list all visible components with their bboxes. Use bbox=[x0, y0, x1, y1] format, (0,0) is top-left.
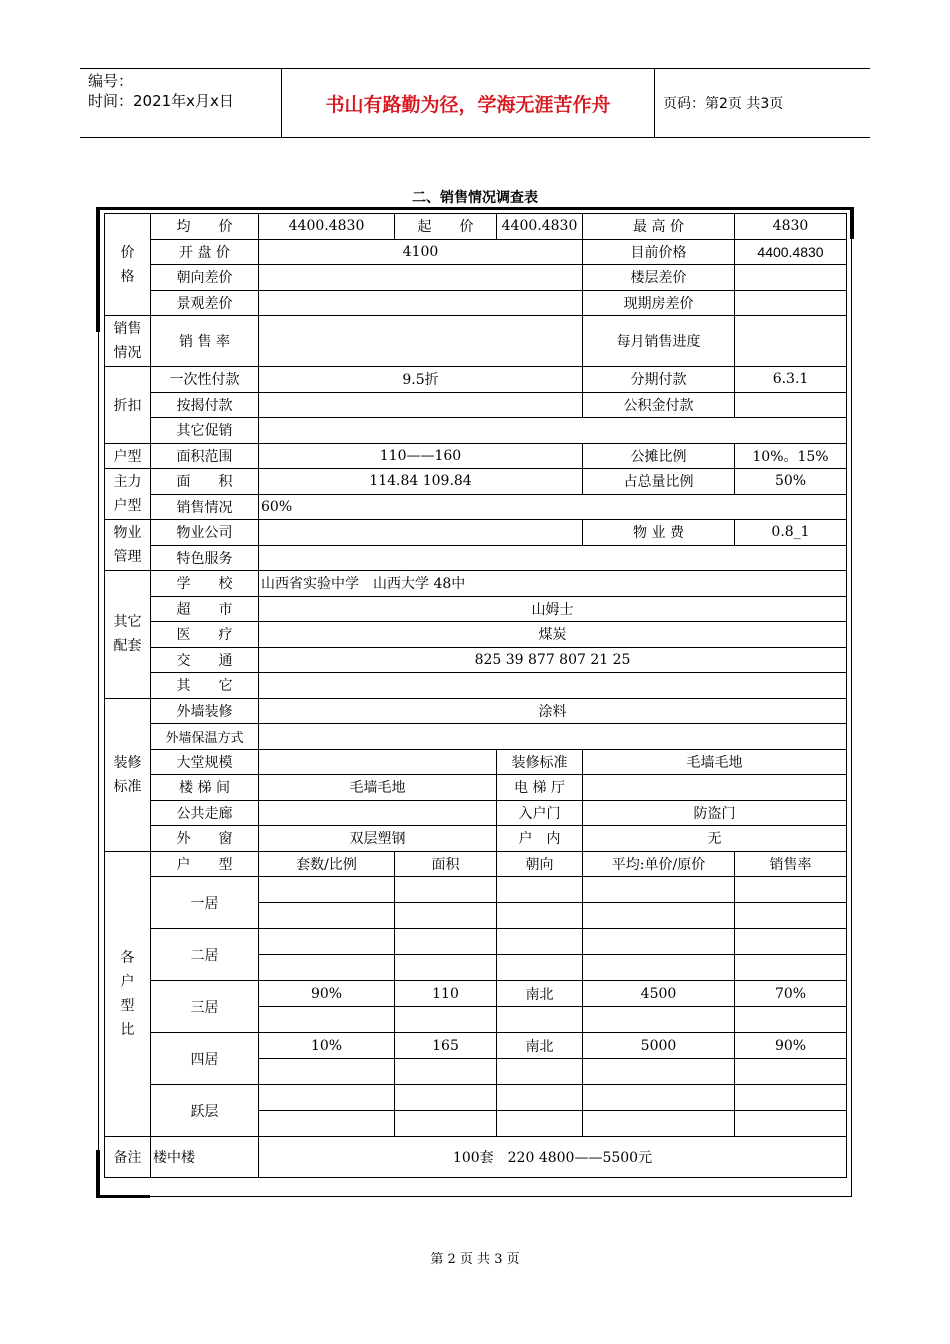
window-label: 外 窗 bbox=[151, 826, 259, 852]
start-price-label: 起 价 bbox=[395, 214, 497, 240]
group-property-label: 物业 管理 bbox=[113, 525, 142, 565]
current-price: 4400.4830 bbox=[735, 239, 847, 265]
fund-label: 公积金付款 bbox=[583, 392, 735, 418]
table-row bbox=[105, 698, 847, 724]
table-row bbox=[105, 469, 847, 495]
types-header-type: 户 型 bbox=[151, 851, 259, 877]
open-price-label: 开 盘 价 bbox=[151, 239, 259, 265]
other-promo-label: 其它促销 bbox=[151, 418, 259, 444]
area-value: 114.84 109.84 bbox=[259, 469, 583, 495]
page-info: 页码：第2页 共3页 bbox=[663, 96, 784, 112]
type-rate: 90% bbox=[735, 1033, 847, 1059]
table-row bbox=[105, 749, 847, 775]
max-price-label: 最 高 价 bbox=[583, 214, 735, 240]
service-value bbox=[259, 545, 847, 571]
ratio-value: 50% bbox=[735, 469, 847, 495]
type-orient bbox=[497, 1085, 583, 1111]
table-row bbox=[105, 239, 847, 265]
insulation-value bbox=[259, 724, 847, 750]
table-row bbox=[105, 724, 847, 750]
table-row bbox=[105, 851, 847, 877]
other-promo bbox=[259, 418, 847, 444]
max-price: 4830 bbox=[735, 214, 847, 240]
install-label: 分期付款 bbox=[583, 367, 735, 393]
door-label: 入户门 bbox=[497, 800, 583, 826]
type-area bbox=[395, 877, 497, 903]
table-row bbox=[105, 877, 847, 903]
fund-value bbox=[735, 392, 847, 418]
page-footer: 第 2 页 共 3 页 bbox=[430, 1252, 520, 1267]
unit-sales-label: 销售情况 bbox=[151, 494, 259, 520]
header-meta bbox=[88, 71, 288, 111]
types-header-area: 面积 bbox=[395, 851, 497, 877]
company-label: 物业公司 bbox=[151, 520, 259, 546]
std-value: 毛墙毛地 bbox=[583, 749, 847, 775]
school-value: 山西省实验中学 山西大学 48中 bbox=[259, 571, 847, 597]
type-price: 5000 bbox=[583, 1033, 735, 1059]
table-row bbox=[105, 392, 847, 418]
facility-other-value bbox=[259, 673, 847, 699]
type-ratio bbox=[259, 929, 395, 955]
table-row bbox=[105, 647, 847, 673]
group-decoration bbox=[105, 698, 151, 851]
remark-value: 100套 220 4800——5500元 bbox=[259, 1137, 847, 1178]
traffic-label: 交 通 bbox=[151, 647, 259, 673]
table-row bbox=[105, 316, 847, 367]
group-main-unit-label: 主力 户型 bbox=[113, 474, 142, 514]
elevator-value bbox=[583, 775, 847, 801]
table-row bbox=[105, 673, 847, 699]
table-row bbox=[105, 1033, 847, 1059]
types-header-price: 平均:单价/原价 bbox=[583, 851, 735, 877]
type-orient bbox=[497, 877, 583, 903]
type-ratio bbox=[259, 1085, 395, 1111]
lobby-value bbox=[259, 749, 497, 775]
table-row bbox=[105, 826, 847, 852]
indoor-label: 户 内 bbox=[497, 826, 583, 852]
table-row bbox=[105, 596, 847, 622]
view-diff-label: 景观差价 bbox=[151, 290, 259, 316]
table-row bbox=[105, 443, 847, 469]
type-cell bbox=[497, 1007, 583, 1033]
frame-bar-top bbox=[96, 207, 854, 210]
group-property bbox=[105, 520, 151, 571]
type-name: 二居 bbox=[151, 929, 259, 981]
table-row bbox=[105, 265, 847, 291]
types-header-ratio: 套数/比例 bbox=[259, 851, 395, 877]
lump-label: 一次性付款 bbox=[151, 367, 259, 393]
table-row bbox=[105, 800, 847, 826]
motto: 书山有路勤为径，学海无涯苦作舟 bbox=[281, 69, 655, 137]
company-value bbox=[259, 520, 583, 546]
ready-diff bbox=[735, 290, 847, 316]
fee-label: 物 业 费 bbox=[583, 520, 735, 546]
type-name: 三居 bbox=[151, 981, 259, 1033]
group-sales bbox=[105, 316, 151, 367]
floor-diff bbox=[735, 265, 847, 291]
install-value: 6.3.1 bbox=[735, 367, 847, 393]
unit-sales-value: 60% bbox=[259, 494, 847, 520]
range-label: 面积范围 bbox=[151, 443, 259, 469]
floor-diff-label: 楼层差价 bbox=[583, 265, 735, 291]
ratio-label: 占总量比例 bbox=[583, 469, 735, 495]
time-label: 时间：2021年x月x日 bbox=[88, 92, 234, 110]
market-value: 山姆士 bbox=[259, 596, 847, 622]
type-cell bbox=[259, 1059, 395, 1085]
type-cell bbox=[497, 903, 583, 929]
group-price bbox=[105, 214, 151, 316]
wall-value: 涂料 bbox=[259, 698, 847, 724]
type-orient: 南北 bbox=[497, 1033, 583, 1059]
group-price-label: 价 格 bbox=[120, 244, 135, 285]
type-rate: 70% bbox=[735, 981, 847, 1007]
type-cell bbox=[735, 1059, 847, 1085]
type-price bbox=[583, 929, 735, 955]
type-orient: 南北 bbox=[497, 981, 583, 1007]
start-price: 4400.4830 bbox=[497, 214, 583, 240]
group-facilities-label: 其它 配套 bbox=[113, 614, 142, 655]
type-cell bbox=[583, 955, 735, 981]
code-label: 编号： bbox=[88, 72, 134, 90]
type-area bbox=[395, 1085, 497, 1111]
medical-value: 煤炭 bbox=[259, 622, 847, 648]
type-ratio: 90% bbox=[259, 981, 395, 1007]
stair-label: 楼 梯 间 bbox=[151, 775, 259, 801]
std-label: 装修标准 bbox=[497, 749, 583, 775]
type-price bbox=[583, 877, 735, 903]
door-value: 防盗门 bbox=[583, 800, 847, 826]
corridor-label: 公共走廊 bbox=[151, 800, 259, 826]
elevator-label: 电 梯 厅 bbox=[497, 775, 583, 801]
table-row bbox=[105, 214, 847, 240]
current-price-label: 目前价格 bbox=[583, 239, 735, 265]
table-row bbox=[105, 494, 847, 520]
type-cell bbox=[583, 1007, 735, 1033]
type-cell bbox=[395, 903, 497, 929]
type-cell bbox=[735, 1007, 847, 1033]
table-title: 二、销售情况调查表 bbox=[412, 190, 538, 206]
monthly-label: 每月销售进度 bbox=[583, 316, 735, 367]
type-cell bbox=[259, 955, 395, 981]
lobby-label: 大堂规模 bbox=[151, 749, 259, 775]
medical-label: 医 疗 bbox=[151, 622, 259, 648]
type-cell bbox=[497, 1111, 583, 1137]
mortgage-label: 按揭付款 bbox=[151, 392, 259, 418]
type-cell bbox=[259, 1007, 395, 1033]
lump-value: 9.5折 bbox=[259, 367, 583, 393]
type-cell bbox=[735, 955, 847, 981]
type-name: 跃层 bbox=[151, 1085, 259, 1137]
market-label: 超 市 bbox=[151, 596, 259, 622]
table-row bbox=[105, 929, 847, 955]
fee-value: 0.8_1 bbox=[735, 520, 847, 546]
type-rate bbox=[735, 877, 847, 903]
insulation-label: 外墙保温方式 bbox=[151, 724, 259, 750]
group-main-unit bbox=[105, 469, 151, 520]
table-row bbox=[105, 981, 847, 1007]
types-header-orient: 朝向 bbox=[497, 851, 583, 877]
sales-rate-label: 销 售 率 bbox=[151, 316, 259, 367]
service-label: 特色服务 bbox=[151, 545, 259, 571]
type-cell bbox=[735, 1111, 847, 1137]
frame-bar-left-bottom bbox=[96, 1150, 100, 1196]
type-price: 4500 bbox=[583, 981, 735, 1007]
orient-diff bbox=[259, 265, 583, 291]
corridor-value bbox=[259, 800, 497, 826]
type-cell bbox=[395, 1007, 497, 1033]
indoor-value: 无 bbox=[583, 826, 847, 852]
type-name: 一居 bbox=[151, 877, 259, 929]
table-row bbox=[105, 1137, 847, 1178]
facility-other-label: 其 它 bbox=[151, 673, 259, 699]
table-row bbox=[105, 545, 847, 571]
type-cell bbox=[583, 1059, 735, 1085]
share-value: 10%。15% bbox=[735, 443, 847, 469]
type-ratio bbox=[259, 877, 395, 903]
type-cell bbox=[583, 1111, 735, 1137]
table-row bbox=[105, 571, 847, 597]
table-row bbox=[105, 367, 847, 393]
table-row bbox=[105, 1085, 847, 1111]
group-facilities bbox=[105, 571, 151, 699]
school-label: 学 校 bbox=[151, 571, 259, 597]
type-orient bbox=[497, 929, 583, 955]
group-discount: 折扣 bbox=[105, 367, 151, 444]
area-label: 面 积 bbox=[151, 469, 259, 495]
type-area: 165 bbox=[395, 1033, 497, 1059]
type-rate bbox=[735, 1085, 847, 1111]
mortgage-value bbox=[259, 392, 583, 418]
monthly-progress bbox=[735, 316, 847, 367]
type-area: 110 bbox=[395, 981, 497, 1007]
page-header bbox=[80, 68, 870, 138]
share-label: 公摊比例 bbox=[583, 443, 735, 469]
group-decoration-label: 装修 标准 bbox=[113, 754, 142, 795]
type-rate bbox=[735, 929, 847, 955]
frame-bar-bottom bbox=[96, 1195, 150, 1198]
sales-survey-table bbox=[104, 213, 847, 1178]
window-value: 双层塑钢 bbox=[259, 826, 497, 852]
group-types bbox=[105, 851, 151, 1137]
type-cell bbox=[259, 903, 395, 929]
table-row bbox=[105, 418, 847, 444]
type-price bbox=[583, 1085, 735, 1111]
stair-value: 毛墙毛地 bbox=[259, 775, 497, 801]
traffic-value: 825 39 877 807 21 25 bbox=[259, 647, 847, 673]
table-row bbox=[105, 520, 847, 546]
type-cell bbox=[583, 903, 735, 929]
type-cell bbox=[395, 1059, 497, 1085]
type-cell bbox=[497, 1059, 583, 1085]
type-cell bbox=[735, 903, 847, 929]
orient-diff-label: 朝向差价 bbox=[151, 265, 259, 291]
avg-price-label: 均 价 bbox=[151, 214, 259, 240]
group-sales-label: 销售 情况 bbox=[113, 321, 142, 361]
remark-label: 备注 bbox=[105, 1137, 151, 1178]
remark-sub: 楼中楼 bbox=[151, 1137, 259, 1178]
group-unit: 户型 bbox=[105, 443, 151, 469]
type-cell bbox=[395, 1111, 497, 1137]
type-cell bbox=[497, 955, 583, 981]
avg-price: 4400.4830 bbox=[259, 214, 395, 240]
frame-bar-right bbox=[850, 207, 854, 239]
type-cell bbox=[395, 955, 497, 981]
group-types-label: 各 户 型 比 bbox=[120, 949, 135, 1038]
table-row bbox=[105, 622, 847, 648]
type-area bbox=[395, 929, 497, 955]
sales-rate bbox=[259, 316, 583, 367]
type-name: 四居 bbox=[151, 1033, 259, 1085]
frame-bar-left bbox=[96, 207, 100, 332]
table-row bbox=[105, 290, 847, 316]
types-header-rate: 销售率 bbox=[735, 851, 847, 877]
type-cell bbox=[259, 1111, 395, 1137]
range-value: 110——160 bbox=[259, 443, 583, 469]
wall-label: 外墙装修 bbox=[151, 698, 259, 724]
open-price: 4100 bbox=[259, 239, 583, 265]
ready-diff-label: 现期房差价 bbox=[583, 290, 735, 316]
table-row bbox=[105, 775, 847, 801]
view-diff bbox=[259, 290, 583, 316]
type-ratio: 10% bbox=[259, 1033, 395, 1059]
